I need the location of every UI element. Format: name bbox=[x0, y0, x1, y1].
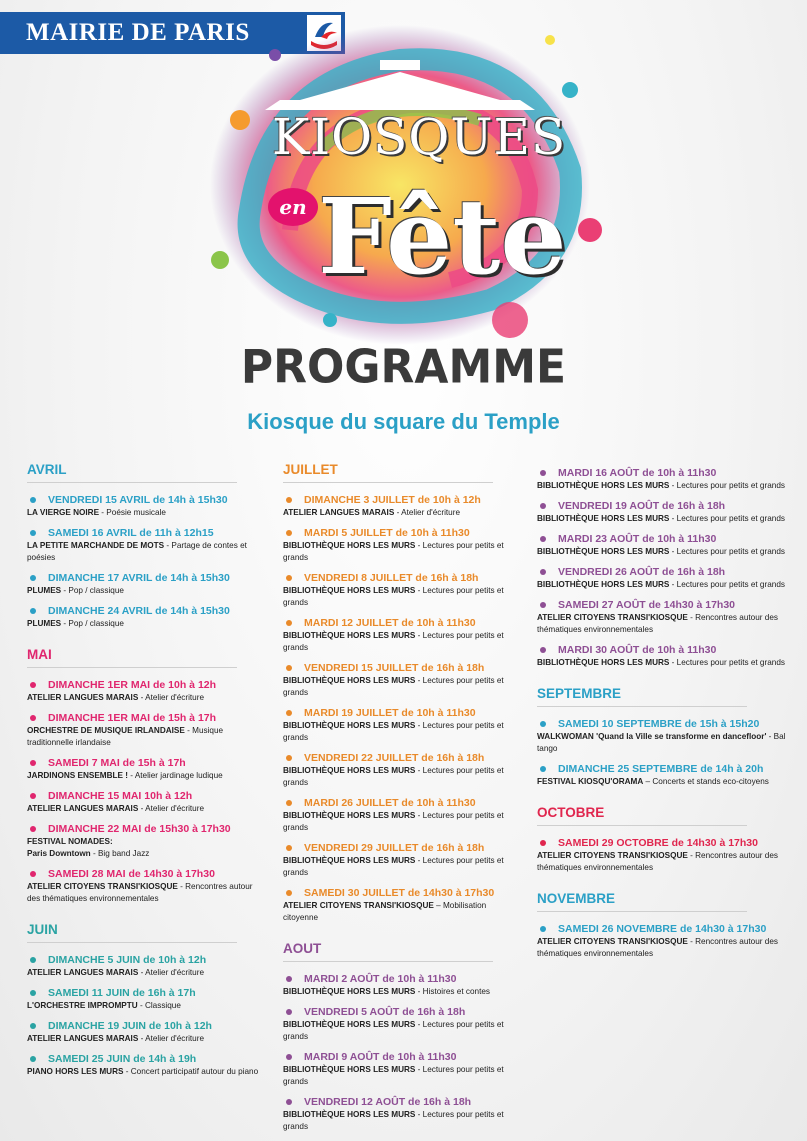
event-description: BIBLIOTHÈQUE HORS LES MURS - Lectures pour petits et grands bbox=[283, 1065, 504, 1086]
schedule-event bbox=[27, 986, 267, 1012]
event-date: VENDREDI 15 AVRIL de 14h à 15h30 bbox=[27, 493, 267, 507]
event-date: MARDI 9 AOÛT de 10h à 11h30 bbox=[283, 1050, 523, 1064]
event-name: BIBLIOTHÈQUE HORS LES MURS bbox=[283, 1020, 416, 1029]
event-date: VENDREDI 19 AOÛT de 16h à 18h bbox=[537, 499, 792, 513]
event-date: SAMEDI 30 JUILLET de 14h30 à 17h30 bbox=[283, 886, 523, 900]
event-name: FESTIVAL KIOSQU'ORAMA bbox=[537, 777, 644, 786]
event-description: WALKWOMAN 'Quand la Ville se transforme en dancefloor' - Bal tango bbox=[537, 732, 786, 753]
event-name: BIBLIOTHÈQUE HORS LES MURS bbox=[537, 547, 670, 556]
event-name: PIANO HORS LES MURS bbox=[27, 1067, 124, 1076]
event-name: LA PETITE MARCHANDE DE MOTS bbox=[27, 541, 165, 550]
event-description: BIBLIOTHÈQUE HORS LES MURS - Lectures pour petits et grands bbox=[537, 580, 785, 589]
event-date: DIMANCHE 19 JUIN de 10h à 12h bbox=[27, 1019, 267, 1033]
schedule-event bbox=[537, 532, 792, 558]
event-description: BIBLIOTHÈQUE HORS LES MURS - Lectures pour petits et grands bbox=[283, 586, 504, 607]
event-description: BIBLIOTHÈQUE HORS LES MURS - Lectures pour petits et grands bbox=[537, 514, 785, 523]
schedule-event bbox=[283, 526, 523, 564]
event-name: ATELIER LANGUES MARAIS bbox=[27, 1034, 139, 1043]
event-description: BIBLIOTHÈQUE HORS LES MURS - Lectures pour petits et grands bbox=[537, 547, 785, 556]
event-date: VENDREDI 5 AOÛT de 16h à 18h bbox=[283, 1005, 523, 1019]
event-name: ATELIER CITOYENS TRANSI'KIOSQUE bbox=[537, 851, 688, 860]
schedule-event bbox=[283, 616, 523, 654]
event-name: BIBLIOTHÈQUE HORS LES MURS bbox=[537, 514, 670, 523]
event-description: FESTIVAL NOMADES: Paris Downtown - Big band Jazz bbox=[27, 837, 150, 858]
schedule-event bbox=[27, 789, 267, 815]
event-description: ORCHESTRE DE MUSIQUE IRLANDAISE - Musique traditionnelle irlandaise bbox=[27, 726, 224, 747]
schedule-event bbox=[27, 867, 267, 905]
month-heading: AVRIL bbox=[27, 462, 237, 483]
event-date: SAMEDI 28 MAI de 14h30 à 17h30 bbox=[27, 867, 267, 881]
schedule-event bbox=[27, 1052, 267, 1078]
event-description: BIBLIOTHÈQUE HORS LES MURS - Lectures pour petits et grands bbox=[283, 631, 504, 652]
event-description: LA VIERGE NOIRE - Poésie musicale bbox=[27, 508, 166, 517]
event-date: SAMEDI 11 JUIN de 16h à 17h bbox=[27, 986, 267, 1000]
schedule-event bbox=[283, 706, 523, 744]
schedule-event bbox=[283, 972, 523, 998]
event-name: ATELIER CITOYENS TRANSI'KIOSQUE bbox=[283, 901, 434, 910]
event-date: DIMANCHE 25 SEPTEMBRE de 14h à 20h bbox=[537, 762, 792, 776]
event-description: ATELIER CITOYENS TRANSI'KIOSQUE - Rencontres autour des thématiques environnementales bbox=[537, 613, 778, 634]
event-date: MARDI 16 AOÛT de 10h à 11h30 bbox=[537, 466, 792, 480]
month-heading: MAI bbox=[27, 647, 237, 668]
schedule-event bbox=[27, 526, 267, 564]
event-name: ATELIER CITOYENS TRANSI'KIOSQUE bbox=[537, 937, 688, 946]
month-heading: AOUT bbox=[283, 941, 493, 962]
event-date: DIMANCHE 22 MAI de 15h30 à 17h30 bbox=[27, 822, 267, 836]
event-name: BIBLIOTHÈQUE HORS LES MURS bbox=[283, 766, 416, 775]
event-description: FESTIVAL KIOSQU'ORAMA – Concerts et stands eco-citoyens bbox=[537, 777, 769, 786]
event-name: BIBLIOTHÈQUE HORS LES MURS bbox=[537, 481, 670, 490]
event-date: SAMEDI 26 NOVEMBRE de 14h30 à 17h30 bbox=[537, 922, 792, 936]
event-description: ATELIER LANGUES MARAIS - Atelier d'écriture bbox=[27, 693, 205, 702]
event-date: SAMEDI 16 AVRIL de 11h à 12h15 bbox=[27, 526, 267, 540]
event-description: ATELIER CITOYENS TRANSI'KIOSQUE - Rencontres autour des thématiques environnementales bbox=[27, 882, 253, 903]
schedule-event bbox=[537, 717, 792, 755]
schedule-event bbox=[27, 571, 267, 597]
event-name: BIBLIOTHÈQUE HORS LES MURS bbox=[283, 586, 416, 595]
event-description: BIBLIOTHÈQUE HORS LES MURS - Lectures pour petits et grands bbox=[537, 481, 785, 490]
event-description: JARDINONS ENSEMBLE ! - Atelier jardinage ludique bbox=[27, 771, 223, 780]
schedule-event bbox=[283, 571, 523, 609]
month-heading: OCTOBRE bbox=[537, 805, 747, 826]
schedule-column-3 bbox=[537, 466, 792, 967]
event-name: BIBLIOTHÈQUE HORS LES MURS bbox=[283, 987, 416, 996]
event-name: JARDINONS ENSEMBLE ! bbox=[27, 771, 128, 780]
event-date: DIMANCHE 15 MAI 10h à 12h bbox=[27, 789, 267, 803]
schedule-event bbox=[537, 598, 792, 636]
event-description: BIBLIOTHÈQUE HORS LES MURS - Lectures pour petits et grands bbox=[283, 721, 504, 742]
month-heading: JUILLET bbox=[283, 462, 493, 483]
schedule-event bbox=[27, 953, 267, 979]
event-description: BIBLIOTHÈQUE HORS LES MURS - Lectures pour petits et grands bbox=[283, 766, 504, 787]
event-date: DIMANCHE 17 AVRIL de 14h à 15h30 bbox=[27, 571, 267, 585]
event-description: BIBLIOTHÈQUE HORS LES MURS - Lectures pour petits et grands bbox=[283, 676, 504, 697]
event-name: WALKWOMAN 'Quand la Ville se transforme en dancefloor' bbox=[537, 732, 767, 741]
event-name: ATELIER LANGUES MARAIS bbox=[27, 804, 139, 813]
event-description: LA PETITE MARCHANDE DE MOTS - Partage de contes et poésies bbox=[27, 541, 247, 562]
event-date: DIMANCHE 24 AVRIL de 14h à 15h30 bbox=[27, 604, 267, 618]
event-date: VENDREDI 29 JUILLET de 16h à 18h bbox=[283, 841, 523, 855]
event-description: ATELIER CITOYENS TRANSI'KIOSQUE - Rencontres autour des thématiques environnementales bbox=[537, 851, 778, 872]
hero-en-badge: en bbox=[268, 188, 318, 226]
event-date: SAMEDI 29 OCTOBRE de 14h30 à 17h30 bbox=[537, 836, 792, 850]
event-description: PLUMES - Pop / classique bbox=[27, 619, 124, 628]
event-date: DIMANCHE 1ER MAI de 10h à 12h bbox=[27, 678, 267, 692]
schedule-event bbox=[283, 751, 523, 789]
event-date: MARDI 2 AOÛT de 10h à 11h30 bbox=[283, 972, 523, 986]
month-heading: NOVEMBRE bbox=[537, 891, 747, 912]
event-date: MARDI 12 JUILLET de 10h à 11h30 bbox=[283, 616, 523, 630]
schedule-event bbox=[27, 756, 267, 782]
brand-name: MAIRIE DE PARIS bbox=[26, 19, 250, 46]
event-description: ATELIER LANGUES MARAIS - Atelier d'écriture bbox=[27, 804, 205, 813]
event-description: L'ORCHESTRE IMPROMPTU - Classique bbox=[27, 1001, 181, 1010]
event-date: SAMEDI 27 AOÛT de 14h30 à 17h30 bbox=[537, 598, 792, 612]
event-date: VENDREDI 8 JUILLET de 16h à 18h bbox=[283, 571, 523, 585]
programme-heading: PROGRAMME bbox=[240, 340, 567, 395]
event-name: LA VIERGE NOIRE bbox=[27, 508, 100, 517]
schedule-event bbox=[283, 841, 523, 879]
event-date: DIMANCHE 3 JUILLET de 10h à 12h bbox=[283, 493, 523, 507]
event-description: BIBLIOTHÈQUE HORS LES MURS - Lectures pour petits et grands bbox=[537, 658, 785, 667]
event-date: VENDREDI 26 AOÛT de 16h à 18h bbox=[537, 565, 792, 579]
event-date: MARDI 5 JUILLET de 10h à 11h30 bbox=[283, 526, 523, 540]
schedule-event bbox=[537, 466, 792, 492]
event-date: SAMEDI 10 SEPTEMBRE de 15h à 15h20 bbox=[537, 717, 792, 731]
schedule-event bbox=[27, 822, 267, 860]
schedule-event bbox=[537, 762, 792, 788]
event-name: FESTIVAL NOMADES: bbox=[27, 837, 113, 846]
event-description: ATELIER CITOYENS TRANSI'KIOSQUE - Rencontres autour des thématiques environnementales bbox=[537, 937, 778, 958]
event-name: BIBLIOTHÈQUE HORS LES MURS bbox=[283, 856, 416, 865]
hero-fete: Fête bbox=[318, 175, 567, 298]
schedule-event bbox=[283, 886, 523, 924]
event-name: BIBLIOTHÈQUE HORS LES MURS bbox=[537, 658, 670, 667]
schedule-event bbox=[283, 493, 523, 519]
event-date: MARDI 23 AOÛT de 10h à 11h30 bbox=[537, 532, 792, 546]
month-heading: JUIN bbox=[27, 922, 237, 943]
schedule-event bbox=[537, 922, 792, 960]
event-date: MARDI 19 JUILLET de 10h à 11h30 bbox=[283, 706, 523, 720]
schedule-column-1 bbox=[27, 456, 267, 1085]
schedule-event bbox=[283, 661, 523, 699]
event-description: BIBLIOTHÈQUE HORS LES MURS - Histoires et contes bbox=[283, 987, 490, 996]
schedule-event bbox=[283, 1005, 523, 1043]
event-description: BIBLIOTHÈQUE HORS LES MURS - Lectures pour petits et grands bbox=[283, 1110, 504, 1131]
event-name: BIBLIOTHÈQUE HORS LES MURS bbox=[283, 811, 416, 820]
schedule-event bbox=[27, 1019, 267, 1045]
event-description: ATELIER LANGUES MARAIS - Atelier d'écriture bbox=[283, 508, 461, 517]
event-description: BIBLIOTHÈQUE HORS LES MURS - Lectures pour petits et grands bbox=[283, 541, 504, 562]
event-date: SAMEDI 25 JUIN de 14h à 19h bbox=[27, 1052, 267, 1066]
schedule-event bbox=[27, 493, 267, 519]
event-date: VENDREDI 15 JUILLET de 16h à 18h bbox=[283, 661, 523, 675]
schedule-event bbox=[283, 1095, 523, 1133]
schedule-event bbox=[283, 1050, 523, 1088]
event-date: DIMANCHE 1ER MAI de 15h à 17h bbox=[27, 711, 267, 725]
event-date: MARDI 26 JUILLET de 10h à 11h30 bbox=[283, 796, 523, 810]
event-date: VENDREDI 12 AOÛT de 16h à 18h bbox=[283, 1095, 523, 1109]
event-name-secondary: Paris Downtown bbox=[27, 849, 91, 858]
event-name: BIBLIOTHÈQUE HORS LES MURS bbox=[537, 580, 670, 589]
event-description: PLUMES - Pop / classique bbox=[27, 586, 124, 595]
event-date: DIMANCHE 5 JUIN de 10h à 12h bbox=[27, 953, 267, 967]
event-name: ORCHESTRE DE MUSIQUE IRLANDAISE bbox=[27, 726, 185, 735]
schedule-event bbox=[537, 565, 792, 591]
schedule-event bbox=[537, 836, 792, 874]
event-description: BIBLIOTHÈQUE HORS LES MURS - Lectures pour petits et grands bbox=[283, 1020, 504, 1041]
event-name: BIBLIOTHÈQUE HORS LES MURS bbox=[283, 541, 416, 550]
event-date: MARDI 30 AOÛT de 10h à 11h30 bbox=[537, 643, 792, 657]
event-name: PLUMES bbox=[27, 586, 62, 595]
schedule-event bbox=[27, 711, 267, 749]
schedule-event bbox=[27, 678, 267, 704]
event-name: BIBLIOTHÈQUE HORS LES MURS bbox=[283, 676, 416, 685]
event-name: ATELIER LANGUES MARAIS bbox=[27, 693, 139, 702]
event-name: ATELIER CITOYENS TRANSI'KIOSQUE bbox=[27, 882, 178, 891]
event-description: BIBLIOTHÈQUE HORS LES MURS - Lectures pour petits et grands bbox=[283, 811, 504, 832]
event-name: BIBLIOTHÈQUE HORS LES MURS bbox=[283, 631, 416, 640]
event-name: L'ORCHESTRE IMPROMPTU bbox=[27, 1001, 138, 1010]
event-description: BIBLIOTHÈQUE HORS LES MURS - Lectures pour petits et grands bbox=[283, 856, 504, 877]
schedule-event bbox=[537, 643, 792, 669]
event-name: BIBLIOTHÈQUE HORS LES MURS bbox=[283, 721, 416, 730]
schedule-column-2 bbox=[283, 456, 523, 1140]
event-name: ATELIER LANGUES MARAIS bbox=[27, 968, 139, 977]
event-description: ATELIER CITOYENS TRANSI'KIOSQUE – Mobilisation citoyenne bbox=[283, 901, 487, 922]
event-date: VENDREDI 22 JUILLET de 16h à 18h bbox=[283, 751, 523, 765]
event-description: ATELIER LANGUES MARAIS - Atelier d'écriture bbox=[27, 1034, 205, 1043]
month-heading: SEPTEMBRE bbox=[537, 686, 747, 707]
schedule-event bbox=[27, 604, 267, 630]
schedule-event bbox=[537, 499, 792, 525]
event-date: SAMEDI 7 MAI de 15h à 17h bbox=[27, 756, 267, 770]
event-name: PLUMES bbox=[27, 619, 62, 628]
event-name: BIBLIOTHÈQUE HORS LES MURS bbox=[283, 1065, 416, 1074]
event-name: ATELIER LANGUES MARAIS bbox=[283, 508, 395, 517]
hero-title: KIOSQUES bbox=[272, 108, 567, 166]
event-name: ATELIER CITOYENS TRANSI'KIOSQUE bbox=[537, 613, 688, 622]
kiosque-subtitle: Kiosque du square du Temple bbox=[247, 409, 560, 434]
event-description: ATELIER LANGUES MARAIS - Atelier d'écriture bbox=[27, 968, 205, 977]
schedule-event bbox=[283, 796, 523, 834]
event-name: BIBLIOTHÈQUE HORS LES MURS bbox=[283, 1110, 416, 1119]
event-description: PIANO HORS LES MURS - Concert participatif autour du piano bbox=[27, 1067, 259, 1076]
